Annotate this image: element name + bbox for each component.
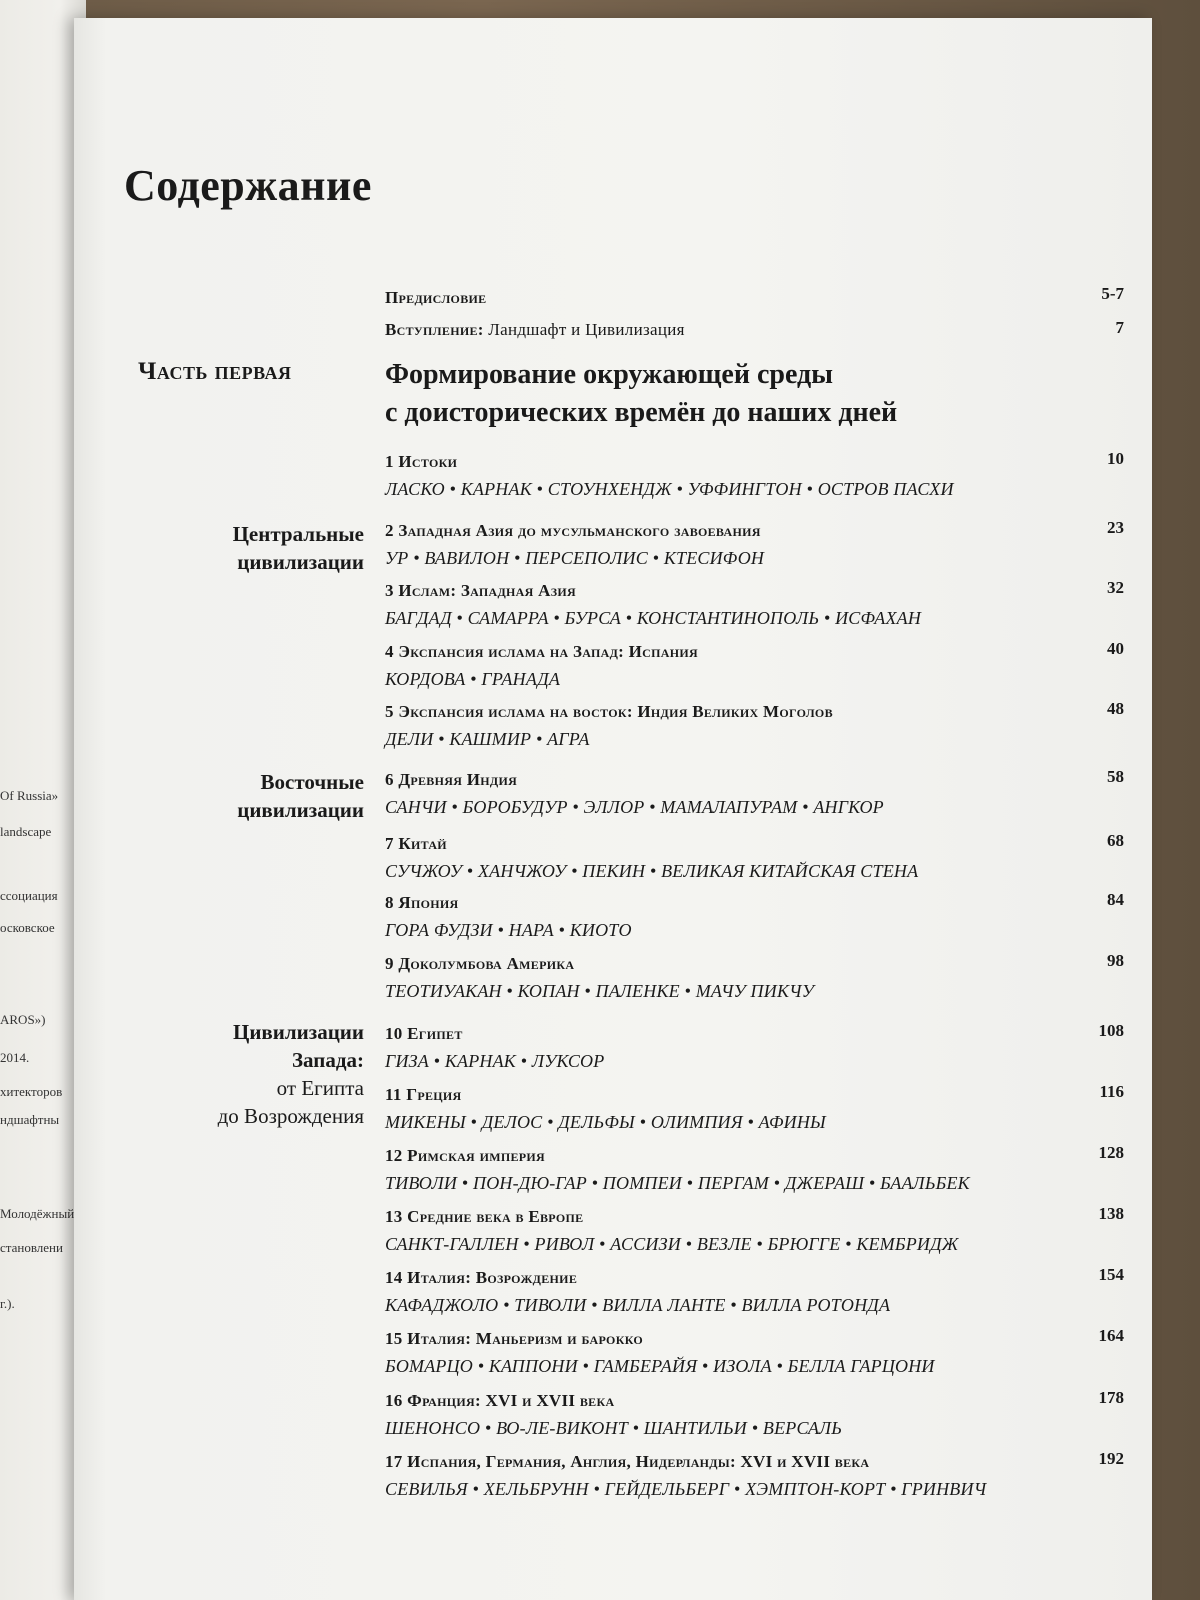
chapter-number: 17 xyxy=(385,1452,403,1471)
entry-title: Вступление: xyxy=(385,320,484,339)
toc-entry-chapter-11[interactable] xyxy=(385,1085,462,1105)
page-number: 138 xyxy=(1098,1204,1124,1223)
chapter-title: Экспансия ислама на восток: Индия Великих Моголов xyxy=(398,702,833,721)
left-page-fragment: 2014. xyxy=(0,1050,30,1065)
left-page-fragment: landscape xyxy=(0,824,52,839)
page-number: 48 xyxy=(1107,699,1124,718)
page-number: 84 xyxy=(1107,890,1124,909)
left-page-fragment: осковское xyxy=(0,920,55,935)
section-label-line: Цивилизации xyxy=(233,1020,364,1044)
chapter-places: СУЧЖОУ • ХАНЧЖОУ • ПЕКИН • ВЕЛИКАЯ КИТАЙСКАЯ СТЕНА xyxy=(385,861,919,881)
page-number: 154 xyxy=(1098,1265,1124,1284)
chapter-number: 8 xyxy=(385,893,394,912)
chapter-number: 11 xyxy=(385,1085,402,1104)
section-label-central xyxy=(233,520,364,576)
page-number: 128 xyxy=(1098,1143,1124,1162)
chapter-places: БАГДАД • САМАРРА • БУРСА • КОНСТАНТИНОПОЛЬ • ИСФАХАН xyxy=(385,608,922,628)
section-label-eastern xyxy=(237,768,364,824)
chapter-number: 14 xyxy=(385,1268,403,1287)
chapter-title: Япония xyxy=(398,893,459,912)
entry-subtitle: Ландшафт и Цивилизация xyxy=(483,320,685,339)
chapter-number: 6 xyxy=(385,770,394,789)
chapter-title: Франция: XVI и XVII века xyxy=(407,1391,615,1410)
page-number: 23 xyxy=(1107,518,1124,537)
chapter-title: Средние века в Европе xyxy=(407,1207,584,1226)
section-label-line: цивилизации xyxy=(237,550,364,574)
chapter-places: ТИВОЛИ • ПОН-ДЮ-ГАР • ПОМПЕИ • ПЕРГАМ • ДЖЕРАШ • БААЛЬБЕК xyxy=(385,1173,970,1193)
toc-entry-preface[interactable] xyxy=(385,288,486,308)
chapter-number: 4 xyxy=(385,642,394,661)
chapter-places: УР • ВАВИЛОН • ПЕРСЕПОЛИС • КТЕСИФОН xyxy=(385,548,765,568)
toc-entry-chapter-9[interactable] xyxy=(385,954,574,974)
toc-entry-chapter-12[interactable] xyxy=(385,1146,545,1166)
chapter-number: 15 xyxy=(385,1329,403,1348)
chapter-places: КОРДОВА • ГРАНАДА xyxy=(385,669,561,689)
chapter-places: ДЕЛИ • КАШМИР • АГРА xyxy=(385,729,590,749)
toc-entry-chapter-13[interactable] xyxy=(385,1207,583,1227)
left-page-fragment: Of Russia» xyxy=(0,788,59,803)
page-number: 98 xyxy=(1107,951,1124,970)
toc-entry-chapter-6[interactable] xyxy=(385,770,517,790)
toc-entry-chapter-7[interactable] xyxy=(385,834,447,854)
page-number: 40 xyxy=(1107,639,1124,658)
toc-entry-chapter-3[interactable] xyxy=(385,581,576,601)
left-page-fragment: ссоциация xyxy=(0,888,58,903)
chapter-title: Египет xyxy=(407,1024,463,1043)
chapter-places: ЛАСКО • КАРНАК • СТОУНХЕНДЖ • УФФИНГТОН • ОСТРОВ ПАСХИ xyxy=(385,479,954,499)
page-number: 7 xyxy=(1115,318,1124,337)
chapter-places: ТЕОТИУАКАН • КОПАН • ПАЛЕНКЕ • МАЧУ ПИКЧУ xyxy=(385,981,815,1001)
part-title-line: с доисторических времён до наших дней xyxy=(385,397,898,428)
chapter-places: САНЧИ • БОРОБУДУР • ЭЛЛОР • МАМАЛАПУРАМ • АНГКОР xyxy=(385,797,884,817)
chapter-number: 9 xyxy=(385,954,394,973)
toc-entry-chapter-14[interactable] xyxy=(385,1268,577,1288)
section-label-line: цивилизации xyxy=(237,798,364,822)
left-page-fragment: ндшафтны xyxy=(0,1112,60,1127)
chapter-places: ШЕНОНСО • ВО-ЛЕ-ВИКОНТ • ШАНТИЛЬИ • ВЕРСАЛЬ xyxy=(385,1418,843,1438)
chapter-number: 5 xyxy=(385,702,394,721)
section-label-western xyxy=(218,1018,364,1130)
left-page-fragment: становлени xyxy=(0,1240,63,1255)
chapter-places: БОМАРЦО • КАППОНИ • ГАМБЕРАЙЯ • ИЗОЛА • БЕЛЛА ГАРЦОНИ xyxy=(385,1356,935,1376)
chapter-number: 12 xyxy=(385,1146,403,1165)
page-title: Содержание xyxy=(124,161,372,210)
chapter-number: 13 xyxy=(385,1207,403,1226)
left-page-fragment: Молодёжный xyxy=(0,1206,75,1221)
toc-entry-chapter-1[interactable] xyxy=(385,452,457,472)
page-number: 32 xyxy=(1107,578,1124,597)
chapter-title: Экспансия ислама на Запад: Испания xyxy=(398,642,698,661)
page-number: 116 xyxy=(1099,1082,1124,1101)
page-number: 164 xyxy=(1098,1326,1124,1345)
chapter-places: ГОРА ФУДЗИ • НАРА • КИОТО xyxy=(385,920,632,940)
toc-entry-chapter-15[interactable] xyxy=(385,1329,643,1349)
chapter-title: Греция xyxy=(406,1085,462,1104)
chapter-title: Римская империя xyxy=(407,1146,545,1165)
toc-entry-chapter-5[interactable] xyxy=(385,702,833,722)
page-number: 178 xyxy=(1098,1388,1124,1407)
left-page-fragment: AROS») xyxy=(0,1012,46,1027)
page-number: 10 xyxy=(1107,449,1124,468)
page-number: 58 xyxy=(1107,767,1124,786)
chapter-number: 2 xyxy=(385,521,394,540)
section-label-line: до Возрождения xyxy=(217,1104,364,1128)
chapter-title: Древняя Индия xyxy=(398,770,518,789)
chapter-title: Китай xyxy=(398,834,447,853)
toc-entry-introduction[interactable] xyxy=(385,320,685,340)
entry-title: Предисловие xyxy=(385,288,487,307)
page-number: 108 xyxy=(1098,1021,1124,1040)
toc-entry-chapter-16[interactable] xyxy=(385,1391,614,1411)
toc-entry-chapter-17[interactable] xyxy=(385,1452,869,1472)
chapter-title: Испания, Германия, Англия, Нидерланды: XVI и XVII века xyxy=(407,1452,870,1471)
section-label-line: от Египта xyxy=(276,1076,364,1100)
chapter-title: Доколумбова Америка xyxy=(398,954,575,973)
left-page-fragment: хитекторов xyxy=(0,1084,63,1099)
chapter-title: Истоки xyxy=(398,452,458,471)
chapter-places: КАФАДЖОЛО • ТИВОЛИ • ВИЛЛА ЛАНТЕ • ВИЛЛА РОТОНДА xyxy=(385,1295,891,1315)
section-label-line: Центральные xyxy=(232,522,364,546)
page-number: 68 xyxy=(1107,831,1124,850)
chapter-number: 7 xyxy=(385,834,394,853)
chapter-title: Италия: Возрождение xyxy=(407,1268,578,1287)
section-label-line: Восточные xyxy=(260,770,364,794)
chapter-number: 16 xyxy=(385,1391,403,1410)
chapter-number: 3 xyxy=(385,581,394,600)
chapter-title: Италия: Маньеризм и барокко xyxy=(407,1329,644,1348)
chapter-places: СЕВИЛЬЯ • ХЕЛЬБРУНН • ГЕЙДЕЛЬБЕРГ • ХЭМПТОН-КОРТ • ГРИНВИЧ xyxy=(385,1479,987,1499)
left-page-fragment: г.). xyxy=(0,1296,15,1311)
toc-entry-chapter-8[interactable] xyxy=(385,893,458,913)
chapter-number: 1 xyxy=(385,452,394,471)
part-title-line: Формирование окружающей среды xyxy=(385,359,834,390)
toc-entry-chapter-10[interactable] xyxy=(385,1024,463,1044)
chapter-title: Западная Азия до мусульманского завоевания xyxy=(398,521,761,540)
chapter-places: МИКЕНЫ • ДЕЛОС • ДЕЛЬФЫ • ОЛИМПИЯ • АФИНЫ xyxy=(385,1112,826,1132)
chapter-places: САНКТ-ГАЛЛЕН • РИВОЛ • АССИЗИ • ВЕЗЛЕ • БРЮГГЕ • КЕМБРИДЖ xyxy=(385,1234,959,1254)
chapter-places: ГИЗА • КАРНАК • ЛУКСОР xyxy=(385,1051,605,1071)
toc-entry-chapter-4[interactable] xyxy=(385,642,698,662)
section-label-line: Запада: xyxy=(291,1048,364,1072)
part-label: Часть первая xyxy=(138,358,292,385)
chapter-title: Ислам: Западная Азия xyxy=(398,581,576,600)
page-number: 192 xyxy=(1098,1449,1124,1468)
chapter-number: 10 xyxy=(385,1024,403,1043)
toc-entry-chapter-2[interactable] xyxy=(385,521,761,541)
part-title xyxy=(385,356,897,432)
page-number: 5-7 xyxy=(1101,284,1124,303)
